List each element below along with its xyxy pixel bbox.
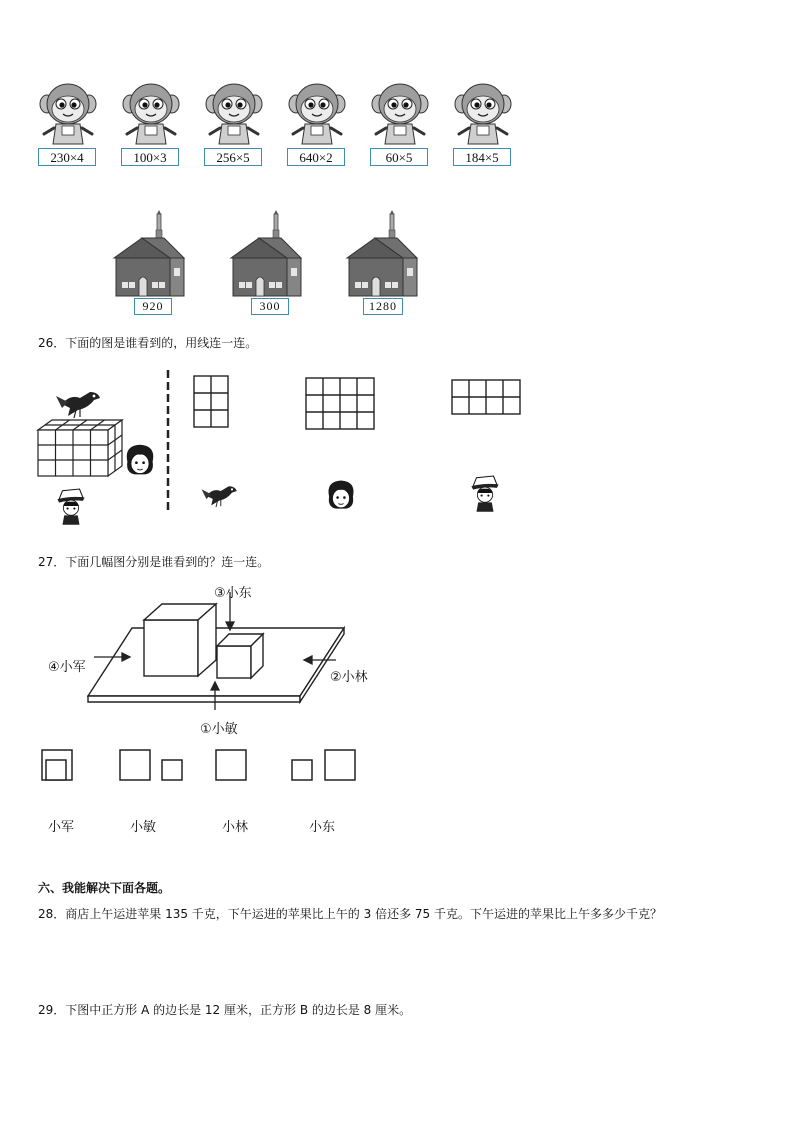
big-cube [144,620,198,676]
observer-left: ④小军 [48,660,86,675]
cube-block [38,420,122,476]
name-label: 小东 [309,820,336,835]
monkey-expression: 60×5 [370,148,428,166]
house-icon [112,210,186,298]
q27-text: 27．下面几幅图分别是谁看到的？连一连。 [38,555,270,569]
house-answer: 1280 [363,298,403,315]
q29-text: 29．下图中正方形 A 的边长是 12 厘米，正方形 B 的边长是 8 厘米。 [38,1003,412,1017]
girl-icon [328,481,353,509]
house-icon [345,210,419,298]
house-answer: 300 [251,298,289,315]
boy-icon [471,476,498,512]
view-single-square [216,750,246,780]
view-grid-4x2 [452,380,520,414]
q26-figure [34,364,534,534]
q28-text: 28．商店上午运进苹果 135 千克，下午运进的苹果比上午的 3 倍还多 75 千克。下午运进的苹果比上午多多少千克？ [38,907,662,921]
girl-icon [127,445,154,475]
name-label: 小林 [222,820,249,835]
house-answer: 920 [134,298,172,315]
monkey-icon [38,82,98,148]
bird-icon [202,486,237,507]
monkey-expression: 256×5 [204,148,262,166]
q26-text: 26．下面的图是谁看到的，用线连一连。 [38,336,258,350]
name-label: 小敏 [130,820,157,835]
view-grid-2x3 [194,376,228,427]
view-grid-4x3 [306,378,374,429]
observer-front: ①小敏 [200,722,238,737]
house-icon [229,210,303,298]
monkey-icon [287,82,347,148]
monkey-expression: 640×2 [287,148,345,166]
view-small-big [292,760,312,780]
monkey-icon [204,82,264,148]
monkey-icon [121,82,181,148]
boy-icon [57,489,84,525]
bird-icon [56,392,100,418]
q27-views [38,744,368,784]
monkey-icon [453,82,513,148]
name-label: 小军 [48,820,75,835]
observer-top: ③小东 [214,586,252,601]
view-big-small [120,750,150,780]
observer-right: ②小林 [330,670,368,685]
monkey-expression: 100×3 [121,148,179,166]
monkey-expression: 184×5 [453,148,511,166]
monkey-expression: 230×4 [38,148,96,166]
q27-scene [80,590,380,710]
section-title: 六、我能解决下面各题。 [38,881,171,895]
small-cube [217,646,251,678]
monkey-icon [370,82,430,148]
